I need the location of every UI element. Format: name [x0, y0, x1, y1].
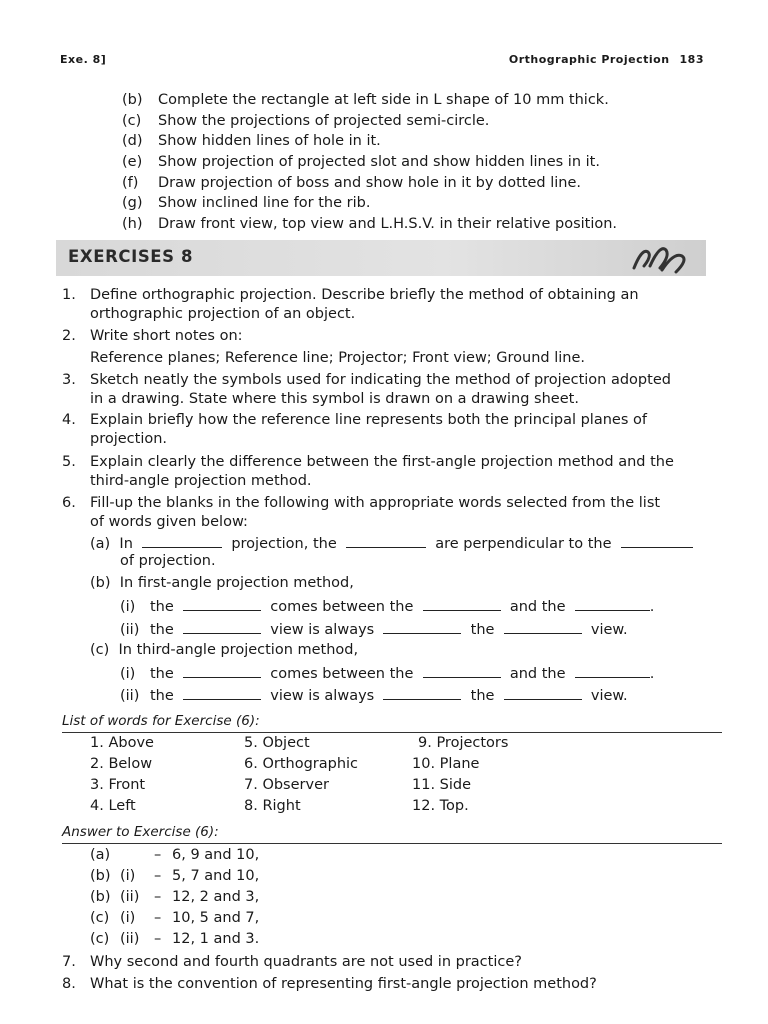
answers-heading: Answer to Exercise (6): [62, 824, 219, 840]
word-item: 8. Right [244, 798, 301, 814]
fill-item-b-i: (i) the comes between the and the . [120, 599, 655, 615]
chapter-title: Orthographic Projection [508, 53, 670, 66]
list-item: (c) Show the projections of projected semi-circle. [122, 112, 490, 129]
word-item: 10. Plane [412, 756, 480, 772]
subitem-list [122, 90, 722, 235]
blank-line [383, 620, 461, 634]
word-item: 6. Orthographic [244, 756, 359, 772]
answer-row: (c) (ii) – 12, 1 and 3. [90, 931, 260, 947]
fill-item-a-cont: of projection. [120, 553, 216, 569]
fill-item-b-ii: (ii) the view is always the view. [120, 622, 628, 638]
exercise-question: 3. Sketch neatly the symbols used for indicating the method of projection adopted in a drawing. State where this symbol is drawn on a drawing sheet. [62, 372, 671, 407]
blank-line [423, 597, 501, 611]
word-item: 4. Left [90, 798, 136, 814]
exercise-question: 7. Why second and fourth quadrants are not used in practice? [62, 954, 522, 970]
blank-line [575, 597, 650, 611]
fill-item-c: (c) In third-angle projection method, [90, 642, 359, 658]
blank-line [423, 664, 501, 678]
blank-line [183, 664, 261, 678]
exercise-question: 1. Define orthographic projection. Describe briefly the method of obtaining an orthographic projection of an object. [62, 287, 639, 322]
word-item: 3. Front [90, 777, 146, 793]
word-item: 9. Projectors [418, 735, 509, 751]
blank-line [183, 686, 261, 700]
blank-line [183, 620, 261, 634]
blank-line [183, 597, 261, 611]
exercise-question: 6. Fill-up the blanks in the following with appropriate words selected from the list of words given below: [62, 495, 661, 530]
answer-row: (b) (ii) – 12, 2 and 3, [90, 889, 260, 905]
running-head-right [509, 53, 704, 66]
blank-line [383, 686, 461, 700]
exercise-question: 2. Write short notes on: Reference planes; Reference line; Projector; Front view; Ground line. [62, 328, 586, 366]
word-item: 7. Observer [244, 777, 329, 793]
answer-row: (a) – 6, 9 and 10, [90, 847, 260, 863]
exercises-banner [56, 240, 706, 276]
running-head-left: Exe. 8] [60, 53, 107, 66]
blank-line [575, 664, 650, 678]
words-heading: List of words for Exercise (6): [62, 713, 260, 729]
word-item: 5. Object [244, 735, 310, 751]
blank-line [346, 534, 426, 548]
fill-item-b: (b) In first-angle projection method, [90, 575, 354, 591]
exercises-title: EXERCISES 8 [68, 247, 194, 266]
list-item: (e) Show projection of projected slot and show hidden lines in it. [122, 154, 600, 171]
page-number: 183 [679, 53, 704, 66]
fill-item-a: (a) In projection, the are perpendicular to the [90, 534, 693, 552]
blank-line [621, 534, 693, 548]
blank-line [504, 620, 582, 634]
answer-row: (b) (i) – 5, 7 and 10, [90, 868, 260, 884]
fill-item-c-ii: (ii) the view is always the view. [120, 688, 628, 704]
word-item: 1. Above [90, 735, 154, 751]
blank-line [142, 534, 222, 548]
fill-item-c-i: (i) the comes between the and the . [120, 666, 655, 682]
heading-rule [62, 843, 722, 844]
list-item: (h) Draw front view, top view and L.H.S.V. in their relative position. [122, 216, 618, 233]
list-item: (b) Complete the rectangle at left side in L shape of 10 mm thick. [122, 92, 609, 108]
exercise-question: 8. What is the convention of representing first-angle projection method? [62, 976, 597, 992]
list-item: (d) Show hidden lines of hole in it. [122, 133, 381, 150]
exercise-question: 5. Explain clearly the difference between the first-angle projection method and the third-angle projection method. [62, 454, 674, 489]
word-item: 2. Below [90, 756, 153, 772]
heading-rule [62, 732, 722, 733]
exercise-question: 4. Explain briefly how the reference line represents both the principal planes of projection. [62, 412, 647, 447]
word-item: 11. Side [412, 777, 472, 793]
blank-line [504, 686, 582, 700]
decorative-scribble-icon [626, 242, 696, 276]
answer-row: (c) (i) – 10, 5 and 7, [90, 910, 260, 926]
word-item: 12. Top. [412, 798, 469, 814]
list-item: (g) Show inclined line for the rib. [122, 195, 371, 212]
list-item: (f) Draw projection of boss and show hole in it by dotted line. [122, 174, 581, 191]
